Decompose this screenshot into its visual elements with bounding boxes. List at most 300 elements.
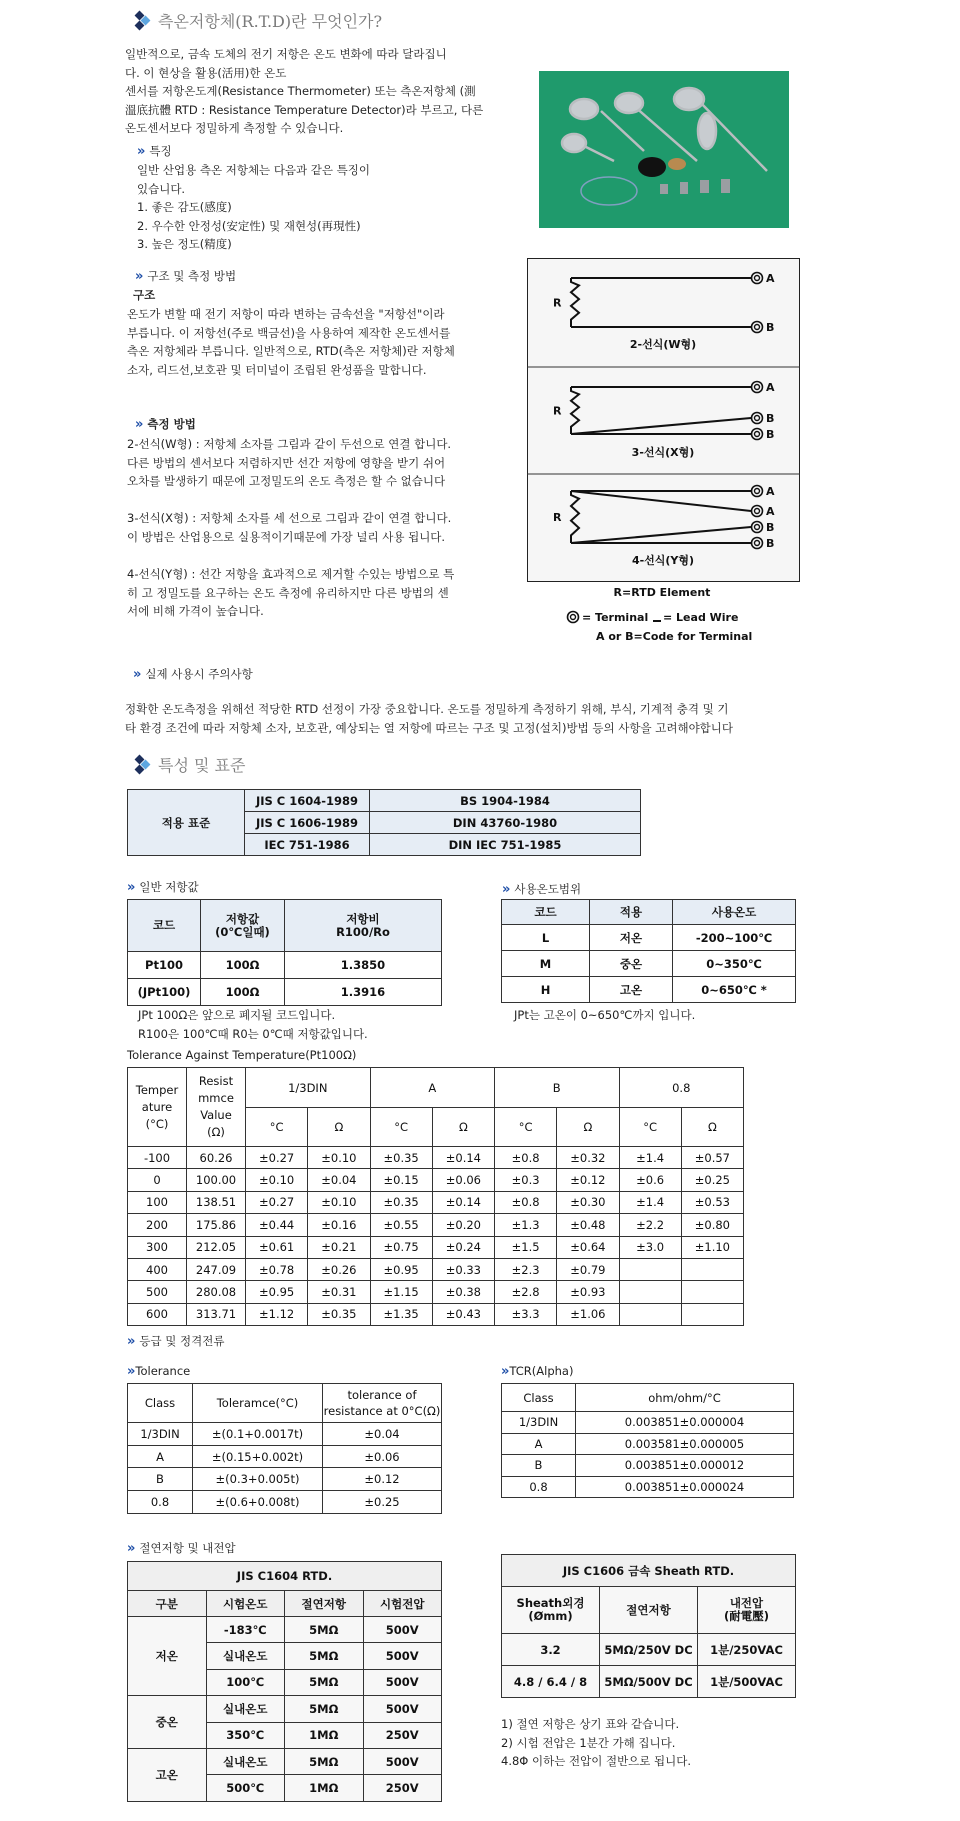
table-cell: ±0.95 bbox=[246, 1281, 308, 1303]
terminal-circle-icon bbox=[568, 612, 579, 623]
three-wire-paragraph bbox=[127, 509, 451, 546]
table-cell: ±(0.1+0.0017t) bbox=[193, 1423, 323, 1446]
table-cell: ±2.8 bbox=[495, 1281, 557, 1303]
table-cell: 5MΩ bbox=[285, 1696, 364, 1722]
table-row bbox=[128, 1169, 744, 1191]
terminal-label: B bbox=[766, 537, 775, 550]
text-line: 온도센서보다 정밀하게 측정할 수 있습니다. bbox=[125, 121, 344, 135]
table-row bbox=[128, 1191, 744, 1213]
table-cell: ±1.35 bbox=[370, 1303, 432, 1325]
text-line: 부릅니다. 이 저항선(주로 백금선)을 사용하여 제작한 온도센서를 bbox=[127, 325, 451, 340]
table-row bbox=[502, 1455, 794, 1477]
column-header: 내전압 (耐電壓) bbox=[698, 1587, 796, 1634]
table-row bbox=[128, 1281, 744, 1303]
table-cell: 100.00 bbox=[187, 1169, 246, 1191]
table-cell: ±0.8 bbox=[495, 1147, 557, 1169]
text-line: 2-선식(W형) : 저항체 소자를 그림과 같이 두선으로 연결 합니다. bbox=[127, 437, 452, 451]
table-cell: ±0.35 bbox=[308, 1303, 370, 1325]
resistance-table bbox=[127, 899, 442, 1006]
class-header: 0.8 bbox=[619, 1068, 744, 1108]
four-wire-paragraph bbox=[127, 565, 454, 621]
column-header: 적용 bbox=[590, 900, 673, 925]
terminal-label: A bbox=[766, 381, 775, 394]
table-row bbox=[128, 790, 641, 812]
table-cell: DIN 43760-1980 bbox=[370, 812, 641, 834]
table-cell bbox=[619, 1258, 681, 1280]
table-cell: 5MΩ bbox=[285, 1643, 364, 1669]
column-header: 절연저항 bbox=[600, 1587, 698, 1634]
table-cell: Pt100 bbox=[128, 952, 201, 979]
double-chevron-icon: » bbox=[137, 143, 146, 159]
table-cell: ±0.10 bbox=[308, 1147, 370, 1169]
table-row bbox=[502, 925, 796, 951]
table-cell: ±0.35 bbox=[370, 1147, 432, 1169]
column-header: 시험온도 bbox=[206, 1591, 285, 1617]
table-cell: ±0.44 bbox=[246, 1214, 308, 1236]
column-header: 저항비 R100/Ro bbox=[285, 900, 442, 952]
column-header: Resist mmce Value (Ω) bbox=[187, 1068, 246, 1147]
table-cell: ±0.12 bbox=[557, 1169, 619, 1191]
table-cell: 400 bbox=[128, 1258, 187, 1280]
table-cell: 500 bbox=[128, 1281, 187, 1303]
table-cell: 500V bbox=[363, 1669, 442, 1695]
table-cell: ±0.32 bbox=[557, 1147, 619, 1169]
table-cell: 350℃ bbox=[206, 1722, 285, 1748]
table-cell: ±0.6 bbox=[619, 1169, 681, 1191]
terminal-label: B bbox=[766, 428, 775, 441]
table-cell: 5MΩ bbox=[285, 1748, 364, 1774]
insulation-notes bbox=[501, 1715, 691, 1771]
table-cell: ±0.31 bbox=[308, 1281, 370, 1303]
table-cell: ±1.10 bbox=[681, 1236, 743, 1258]
terminal-label: A bbox=[766, 505, 775, 518]
table-cell: 1MΩ bbox=[285, 1775, 364, 1801]
standards-label: 적용 표준 bbox=[128, 790, 245, 856]
feature-item: 3. 높은 정도(精度) bbox=[137, 237, 232, 251]
table-cell: 200 bbox=[128, 1214, 187, 1236]
terminal-label: B bbox=[766, 321, 775, 334]
text-line: 서에 비해 가격이 높습니다. bbox=[127, 604, 264, 618]
text-line: 4-선식(Y형) : 선간 저항을 효과적으로 제거할 수있는 방법으로 특 bbox=[127, 567, 455, 581]
unit-header: °C bbox=[246, 1108, 308, 1147]
table-cell: 저온 bbox=[590, 925, 673, 951]
table-cell: ±0.80 bbox=[681, 1214, 743, 1236]
header-row bbox=[502, 1587, 796, 1634]
title-row bbox=[502, 1555, 796, 1587]
diamond-bullet-icon bbox=[134, 11, 152, 31]
structure-subheading: 구조 bbox=[133, 288, 156, 302]
table-cell: 500℃ bbox=[206, 1775, 285, 1801]
table-cell: 3.2 bbox=[502, 1634, 600, 1666]
text-line: 히 고 정밀도를 요구하는 온도 측정에 유리하지만 다른 방법의 센 bbox=[127, 585, 449, 600]
rtd-wiring-diagram bbox=[527, 258, 807, 648]
class-header: 1/3DIN bbox=[246, 1068, 371, 1108]
grade-heading: » 등급 및 정격전류 bbox=[127, 1333, 225, 1349]
tolerance-heading: » Tolerance bbox=[127, 1363, 191, 1379]
text-line: 센서를 저항온도계(Resistance Thermometer) 또는 측온저항체 (測 bbox=[125, 84, 476, 98]
table-row bbox=[502, 1412, 794, 1434]
table-cell: ±3.3 bbox=[495, 1303, 557, 1325]
table-cell: 5MΩ/500V DC bbox=[600, 1666, 698, 1698]
feature-item: 있습니다. bbox=[137, 181, 186, 196]
section-title-standards: 특성 및 표준 bbox=[134, 753, 245, 776]
temp-range-table bbox=[501, 899, 796, 1003]
table-cell: (JPt100) bbox=[128, 979, 201, 1006]
table-cell: 5MΩ bbox=[285, 1669, 364, 1695]
table-cell: 0~650℃ * bbox=[673, 977, 796, 1003]
table-cell: 250V bbox=[363, 1775, 442, 1801]
structure-heading: » 구조 및 측정 방법 bbox=[135, 268, 237, 284]
features-list bbox=[137, 161, 370, 254]
table-cell: A bbox=[128, 1445, 193, 1468]
table-cell: ±0.26 bbox=[308, 1258, 370, 1280]
double-chevron-icon: » bbox=[127, 1363, 136, 1379]
tolerance-temp-title: Tolerance Against Temperature(Pt100Ω) bbox=[127, 1048, 357, 1062]
table-cell: 1분/250VAC bbox=[698, 1634, 796, 1666]
two-wire-paragraph bbox=[127, 435, 451, 491]
table-row bbox=[128, 979, 442, 1006]
table-cell: 0~350℃ bbox=[673, 951, 796, 977]
header-row bbox=[502, 900, 796, 925]
note-line: JPt 100Ω은 앞으로 폐지될 코드입니다. bbox=[138, 1008, 336, 1022]
table-cell: JIS C 1606-1989 bbox=[245, 812, 370, 834]
table-cell: ±0.25 bbox=[681, 1169, 743, 1191]
table-cell: 0.003581±0.000005 bbox=[576, 1433, 794, 1455]
table-row bbox=[502, 951, 796, 977]
table-cell: 5MΩ bbox=[285, 1617, 364, 1643]
table-cell: ±0.04 bbox=[308, 1169, 370, 1191]
table-cell: B bbox=[128, 1468, 193, 1491]
table-cell: 175.86 bbox=[187, 1214, 246, 1236]
header-row bbox=[128, 900, 442, 952]
header-row bbox=[128, 1068, 744, 1108]
table-cell: ±0.14 bbox=[432, 1191, 494, 1213]
group-label: 고온 bbox=[128, 1748, 207, 1801]
caution-heading: » 실제 사용시 주의사항 bbox=[133, 666, 253, 682]
table-cell: ±0.27 bbox=[246, 1191, 308, 1213]
table-cell: 313.71 bbox=[187, 1303, 246, 1325]
table-cell: ±0.93 bbox=[557, 1281, 619, 1303]
table-cell: ±1.4 bbox=[619, 1191, 681, 1213]
table-cell: 247.09 bbox=[187, 1258, 246, 1280]
table-cell: 600 bbox=[128, 1303, 187, 1325]
text-line: 다. 이 현상을 활용(活用)한 온도 bbox=[125, 65, 287, 80]
table-cell: 1분/500VAC bbox=[698, 1666, 796, 1698]
table-cell: ±0.64 bbox=[557, 1236, 619, 1258]
unit-header: Ω bbox=[681, 1108, 743, 1147]
header-row bbox=[502, 1384, 794, 1412]
table-cell: ±0.30 bbox=[557, 1191, 619, 1213]
table-cell bbox=[619, 1281, 681, 1303]
text-line: 소자, 리드선,보호관 및 터미널이 조립된 완성품을 말합니다. bbox=[127, 362, 427, 377]
table-row bbox=[128, 1696, 442, 1722]
resistor-label: R bbox=[553, 296, 562, 310]
legend-terminal: = Terminal bbox=[582, 611, 649, 624]
table-row bbox=[502, 977, 796, 1003]
table-cell: -100 bbox=[128, 1147, 187, 1169]
table-cell: ±3.0 bbox=[619, 1236, 681, 1258]
title-row bbox=[128, 1562, 442, 1591]
table-cell: ±0.12 bbox=[323, 1468, 442, 1491]
table-cell: 100℃ bbox=[206, 1669, 285, 1695]
resistance-heading: » 일반 저항값 bbox=[127, 879, 199, 895]
features-heading: » 특징 bbox=[137, 143, 172, 159]
table-row bbox=[128, 1147, 744, 1169]
double-chevron-icon: » bbox=[127, 1333, 136, 1349]
table-cell: ±0.43 bbox=[432, 1303, 494, 1325]
double-chevron-icon: » bbox=[135, 268, 144, 284]
table-cell: 0.003851±0.000004 bbox=[576, 1412, 794, 1434]
tcr-table bbox=[501, 1383, 794, 1498]
jis-c1604-table bbox=[127, 1561, 442, 1802]
class-header: B bbox=[495, 1068, 620, 1108]
table-cell: 5MΩ/250V DC bbox=[600, 1634, 698, 1666]
table-cell: ±1.06 bbox=[557, 1303, 619, 1325]
table-cell: B bbox=[502, 1455, 576, 1477]
feature-item: 2. 우수한 안정성(安定性) 및 재현성(再現性) bbox=[137, 218, 361, 233]
table-cell: ±1.12 bbox=[246, 1303, 308, 1325]
column-header: Sheath외경 (Ømm) bbox=[502, 1587, 600, 1634]
terminal-label: A bbox=[766, 485, 775, 498]
table-cell: ±1.4 bbox=[619, 1147, 681, 1169]
column-header: Class bbox=[502, 1384, 576, 1412]
table-cell: 250V bbox=[363, 1722, 442, 1748]
table-cell: 138.51 bbox=[187, 1191, 246, 1213]
table-cell: 실내온도 bbox=[206, 1643, 285, 1669]
table-cell: ±0.78 bbox=[246, 1258, 308, 1280]
text-line: 일반적으로, 금속 도체의 전기 저항은 온도 변화에 따라 달라집니 bbox=[125, 47, 447, 61]
terminal-circle-icon bbox=[571, 615, 576, 620]
table-cell: ±0.04 bbox=[323, 1423, 442, 1446]
terminal-label: B bbox=[766, 412, 775, 425]
table-cell: 중온 bbox=[590, 951, 673, 977]
table-cell bbox=[681, 1281, 743, 1303]
table-cell bbox=[681, 1258, 743, 1280]
double-chevron-icon: » bbox=[133, 666, 142, 682]
column-header: tolerance of resistance at 0°C(Ω) bbox=[323, 1384, 442, 1423]
text-line: 3-선식(X형) : 저항체 소자를 세 선으로 그림과 같이 연결 합니다. bbox=[127, 511, 452, 525]
table-title: JIS C1604 RTD. bbox=[128, 1562, 442, 1591]
terminal-label: B bbox=[766, 521, 775, 534]
note-line: 4.8Φ 이하는 전압이 절반으로 됩니다. bbox=[501, 1754, 692, 1768]
table-cell: 100Ω bbox=[201, 979, 285, 1006]
text-line: 이 방법은 산업용으로 실용적이기때문에 가장 널리 사용 됩니다. bbox=[127, 529, 446, 544]
table-cell: ±0.21 bbox=[308, 1236, 370, 1258]
table-cell: L bbox=[502, 925, 590, 951]
table-row bbox=[128, 1748, 442, 1774]
legend-lead-wire: = Lead Wire bbox=[663, 611, 739, 624]
table-title: JIS C1606 금속 Sheath RTD. bbox=[502, 1555, 796, 1587]
table-row bbox=[128, 1491, 442, 1514]
table-row bbox=[502, 1433, 794, 1455]
table-cell: 0.003851±0.000012 bbox=[576, 1455, 794, 1477]
table-cell: 60.26 bbox=[187, 1147, 246, 1169]
text-line: 타 환경 조건에 따라 저항체 소자, 보호관, 예상되는 열 저항에 따르는 구조 및 고정(설치)방법 등의 사항을 고려해야합니다 bbox=[125, 720, 733, 735]
text-line: 다른 방법의 센서보다 저렴하지만 선간 저항에 영향을 받기 쉬어 bbox=[127, 455, 446, 470]
unit-header: °C bbox=[495, 1108, 557, 1147]
table-cell: 1MΩ bbox=[285, 1722, 364, 1748]
table-cell: ±2.3 bbox=[495, 1258, 557, 1280]
group-label: 저온 bbox=[128, 1617, 207, 1696]
jis-c1606-table bbox=[501, 1554, 796, 1698]
caution-paragraph bbox=[125, 700, 733, 737]
legend-element: R=RTD Element bbox=[613, 586, 711, 599]
table-cell: 500V bbox=[363, 1617, 442, 1643]
table-row bbox=[128, 1423, 442, 1446]
class-header: A bbox=[370, 1068, 495, 1108]
column-header: Temper ature (°C) bbox=[128, 1068, 187, 1147]
text-line: 측온 저항체라 부릅니다. 일반적으로, RTD(측온 저항체)란 저항체 bbox=[127, 344, 455, 358]
table-cell: ±0.8 bbox=[495, 1191, 557, 1213]
table-row bbox=[502, 1634, 796, 1666]
table-row bbox=[128, 1258, 744, 1280]
resistance-notes bbox=[138, 1006, 368, 1043]
table-cell: 1.3850 bbox=[285, 952, 442, 979]
table-cell: ±0.06 bbox=[432, 1169, 494, 1191]
table-cell: 0.003851±0.000024 bbox=[576, 1476, 794, 1498]
structure-paragraph bbox=[127, 305, 455, 379]
table-cell: ±0.61 bbox=[246, 1236, 308, 1258]
table-cell: ±0.25 bbox=[323, 1491, 442, 1514]
table-cell: JIS C 1604-1989 bbox=[245, 790, 370, 812]
table-row bbox=[128, 1214, 744, 1236]
column-header: ohm/ohm/°C bbox=[576, 1384, 794, 1412]
table-cell: 500V bbox=[363, 1696, 442, 1722]
column-header: 사용온도 bbox=[673, 900, 796, 925]
table-cell: ±0.35 bbox=[370, 1191, 432, 1213]
diamond-bullet-icon bbox=[134, 755, 152, 775]
feature-item: 1. 좋은 감도(感度) bbox=[137, 200, 232, 214]
table-cell: A bbox=[502, 1433, 576, 1455]
table-cell: ±0.55 bbox=[370, 1214, 432, 1236]
wiring-caption: 2-선식(W형) bbox=[629, 338, 697, 351]
table-cell: ±0.75 bbox=[370, 1236, 432, 1258]
table-cell: 0.8 bbox=[128, 1491, 193, 1514]
table-cell: ±0.15 bbox=[370, 1169, 432, 1191]
unit-header: Ω bbox=[432, 1108, 494, 1147]
table-cell: ±0.27 bbox=[246, 1147, 308, 1169]
table-cell: ±0.48 bbox=[557, 1214, 619, 1236]
double-chevron-icon: » bbox=[127, 879, 136, 895]
table-cell: ±1.15 bbox=[370, 1281, 432, 1303]
section-title-rtd: 측온저항체(R.T.D)란 무엇인가? bbox=[134, 9, 382, 32]
table-cell: 500V bbox=[363, 1643, 442, 1669]
table-cell: M bbox=[502, 951, 590, 977]
table-cell: ±2.2 bbox=[619, 1214, 681, 1236]
table-cell: ±0.06 bbox=[323, 1445, 442, 1468]
column-header: 코드 bbox=[502, 900, 590, 925]
table-cell: ±(0.15+0.002t) bbox=[193, 1445, 323, 1468]
table-row bbox=[128, 1468, 442, 1491]
table-row bbox=[128, 1303, 744, 1325]
table-row bbox=[128, 1236, 744, 1258]
table-cell: -200~100℃ bbox=[673, 925, 796, 951]
table-row bbox=[502, 1476, 794, 1498]
table-cell: ±0.33 bbox=[432, 1258, 494, 1280]
text-line: 정확한 온도측정을 위해선 적당한 RTD 선정이 가장 중요합니다. 온도를 정밀하게 측정하기 위해, 부식, 기계적 충격 및 기 bbox=[125, 702, 729, 716]
table-cell: ±0.38 bbox=[432, 1281, 494, 1303]
table-cell: 4.8 / 6.4 / 8 bbox=[502, 1666, 600, 1698]
note-line: 2) 시험 전압은 1분간 가해 집니다. bbox=[501, 1735, 676, 1750]
table-cell: 300 bbox=[128, 1236, 187, 1258]
wiring-caption: 3-선식(X형) bbox=[631, 446, 695, 459]
table-cell bbox=[619, 1303, 681, 1325]
note-line: 1) 절연 저항은 상기 표와 같습니다. bbox=[501, 1717, 680, 1731]
table-cell: 실내온도 bbox=[206, 1748, 285, 1774]
column-header: Toleramce(°C) bbox=[193, 1384, 323, 1423]
insulation-heading: » 절연저항 및 내전압 bbox=[127, 1540, 236, 1556]
text-line: 溫底抗體 RTD : Resistance Temperature Detector)라 부르고, 다른 bbox=[125, 102, 484, 117]
unit-header: °C bbox=[619, 1108, 681, 1147]
table-cell: BS 1904-1984 bbox=[370, 790, 641, 812]
resistor-label: R bbox=[553, 511, 562, 524]
note-line: R100은 100℃때 R0는 0℃때 저항값입니다. bbox=[138, 1026, 368, 1041]
table-cell: ±0.10 bbox=[246, 1169, 308, 1191]
table-cell: ±0.79 bbox=[557, 1258, 619, 1280]
temp-range-note: JPt는 고온이 0~650℃까지 입니다. bbox=[514, 1008, 696, 1022]
column-header: 절연저항 bbox=[285, 1591, 364, 1617]
table-cell: ±0.24 bbox=[432, 1236, 494, 1258]
table-cell: ±0.10 bbox=[308, 1191, 370, 1213]
table-cell: ±0.57 bbox=[681, 1147, 743, 1169]
table-row bbox=[128, 1445, 442, 1468]
double-chevron-icon: » bbox=[502, 881, 511, 897]
table-cell: ±(0.3+0.005t) bbox=[193, 1468, 323, 1491]
double-chevron-icon: » bbox=[135, 416, 144, 432]
table-cell: ±0.16 bbox=[308, 1214, 370, 1236]
tolerance-temperature-table bbox=[127, 1067, 744, 1326]
header-row bbox=[128, 1591, 442, 1617]
column-header: 구분 bbox=[128, 1591, 207, 1617]
table-cell: ±0.3 bbox=[495, 1169, 557, 1191]
text-line: 온도가 변할 때 전기 저항이 따라 변하는 금속선을 "저항선"이라 bbox=[127, 307, 445, 321]
table-cell: 0.8 bbox=[502, 1476, 576, 1498]
feature-item: 일반 산업용 측온 저항체는 다음과 같은 특징이 bbox=[137, 163, 371, 177]
table-cell: 1.3916 bbox=[285, 979, 442, 1006]
table-cell: ±0.53 bbox=[681, 1191, 743, 1213]
table-cell: 100Ω bbox=[201, 952, 285, 979]
table-cell: 0 bbox=[128, 1169, 187, 1191]
table-cell: DIN IEC 751-1985 bbox=[370, 834, 641, 856]
intro-paragraph bbox=[125, 45, 483, 138]
table-cell: IEC 751-1986 bbox=[245, 834, 370, 856]
table-cell: ±0.20 bbox=[432, 1214, 494, 1236]
double-chevron-icon: » bbox=[501, 1363, 510, 1379]
column-header: 저항값 (0℃일때) bbox=[201, 900, 285, 952]
table-cell: 1/3DIN bbox=[128, 1423, 193, 1446]
table-cell: ±(0.6+0.008t) bbox=[193, 1491, 323, 1514]
unit-header: Ω bbox=[308, 1108, 370, 1147]
table-row bbox=[128, 952, 442, 979]
table-cell: 실내온도 bbox=[206, 1696, 285, 1722]
table-cell: 1/3DIN bbox=[502, 1412, 576, 1434]
measurement-heading: » 측정 방법 bbox=[135, 416, 196, 432]
table-cell: 280.08 bbox=[187, 1281, 246, 1303]
table-cell: 212.05 bbox=[187, 1236, 246, 1258]
table-row bbox=[502, 1666, 796, 1698]
table-cell bbox=[681, 1303, 743, 1325]
header-row bbox=[128, 1384, 442, 1423]
table-cell: -183℃ bbox=[206, 1617, 285, 1643]
resistor-label: R bbox=[553, 404, 562, 418]
unit-header: Ω bbox=[557, 1108, 619, 1147]
table-cell: ±0.14 bbox=[432, 1147, 494, 1169]
column-header: 시험전압 bbox=[363, 1591, 442, 1617]
group-label: 중온 bbox=[128, 1696, 207, 1749]
table-cell: ±1.5 bbox=[495, 1236, 557, 1258]
table-cell: ±0.95 bbox=[370, 1258, 432, 1280]
rtd-product-photo bbox=[539, 71, 789, 228]
